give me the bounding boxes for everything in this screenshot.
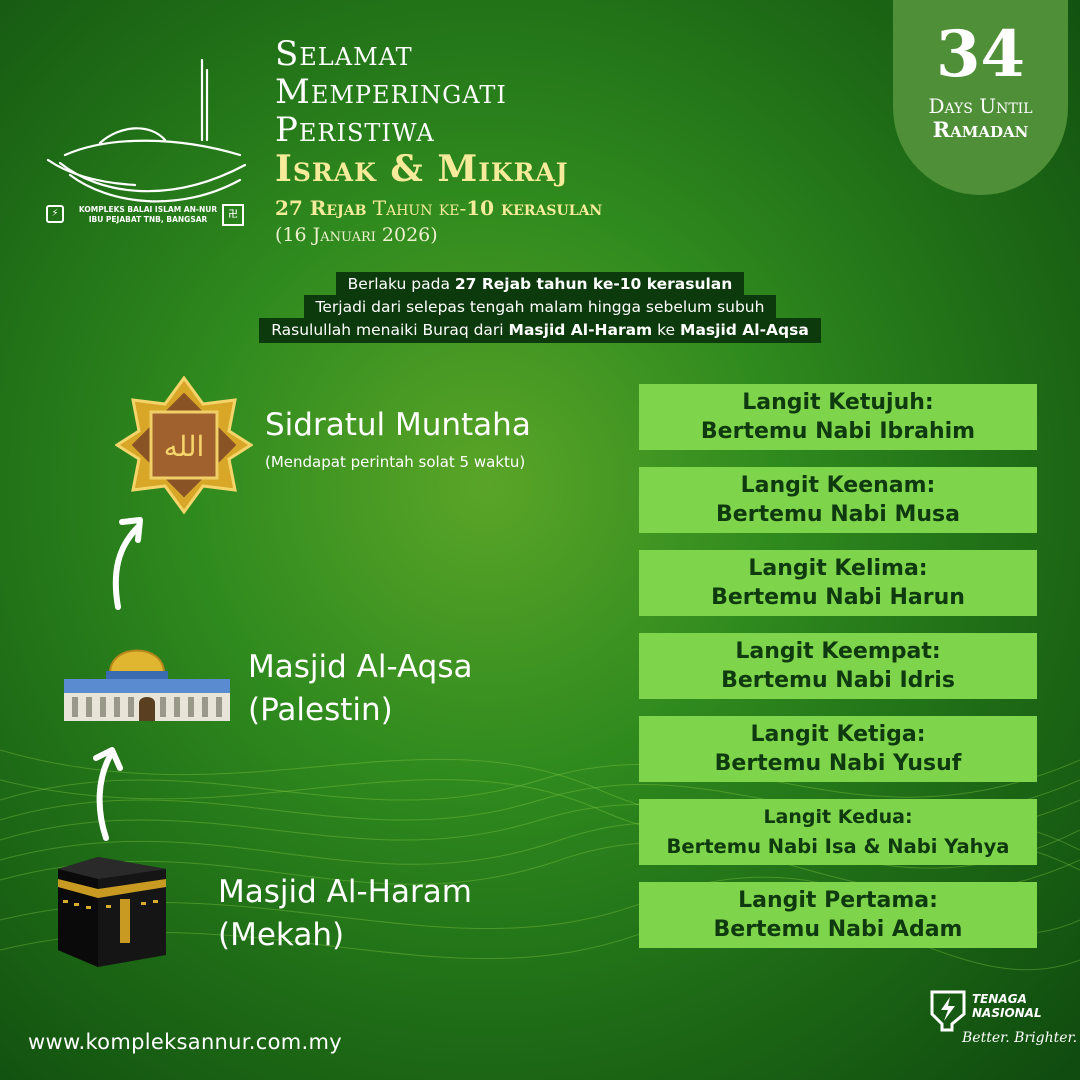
website-link[interactable]: www.kompleksannur.com.my: [28, 1030, 342, 1054]
page-title: Selamat Memperingati Peristiwa Israk & Mikraj: [275, 34, 569, 190]
station-haram-name: Masjid Al-Haram: [218, 874, 472, 910]
arrow-up-icon: [100, 512, 160, 612]
heaven-box: Langit Kedua: Bertemu Nabi Isa & Nabi Yahya: [639, 799, 1037, 865]
tnb-tagline: Better. Brighter.: [962, 1030, 1078, 1046]
arrow-up-icon: [80, 738, 140, 843]
kufi-square-icon: 卍: [222, 204, 244, 226]
tnb-brand: TENAGA NASIONAL: [972, 992, 1042, 1020]
tnb-logo-icon: [928, 988, 968, 1032]
station-haram-sub: (Mekah): [218, 917, 345, 953]
ramadan-countdown: [893, 0, 1068, 195]
station-sidratul-name: Sidratul Muntaha: [265, 407, 531, 443]
logo-caption: KOMPLEKS BALAI ISLAM AN-NUR IBU PEJABAT TNB, BANGSAR: [78, 205, 218, 224]
allah-calligraphy-icon: [115, 376, 253, 514]
heaven-box: Langit Pertama: Bertemu Nabi Adam: [639, 882, 1037, 948]
heaven-box: Langit Kelima: Bertemu Nabi Harun: [639, 550, 1037, 616]
heavens-list: [639, 384, 1037, 965]
heaven-box: Langit Keenam: Bertemu Nabi Musa: [639, 467, 1037, 533]
station-aqsa-name: Masjid Al-Aqsa: [248, 649, 473, 685]
countdown-target: Ramadan: [932, 117, 1029, 142]
countdown-number: 34: [935, 17, 1026, 92]
dome-of-rock-icon: [62, 625, 232, 723]
heaven-box: Langit Keempat: Bertemu Nabi Idris: [639, 633, 1037, 699]
station-aqsa-sub: (Palestin): [248, 692, 393, 728]
station-sidratul-sub: (Mendapat perintah solat 5 waktu): [265, 453, 526, 471]
info-box: Berlaku pada 27 Rejab tahun ke-10 kerasulan Terjadi dari selepas tengah malam hingga sebelum subuh Rasulullah menaiki Buraq dari Masjid Al-Haram ke Masjid Al-Aqsa: [205, 272, 875, 341]
heaven-box: Langit Ketiga: Bertemu Nabi Yusuf: [639, 716, 1037, 782]
title-highlight: Israk & Mikraj: [275, 148, 569, 190]
event-date: (16 Januari 2026): [275, 224, 438, 246]
svg-text:الله: الله: [163, 430, 205, 463]
kaaba-icon: [56, 855, 168, 970]
tnb-small-icon: ⚡: [46, 205, 64, 223]
subtitle: 27 Rejab Tahun ke-10 kerasulan: [275, 196, 603, 220]
countdown-label: Days Until: [928, 94, 1033, 118]
heaven-box: Langit Ketujuh: Bertemu Nabi Ibrahim: [639, 384, 1037, 450]
